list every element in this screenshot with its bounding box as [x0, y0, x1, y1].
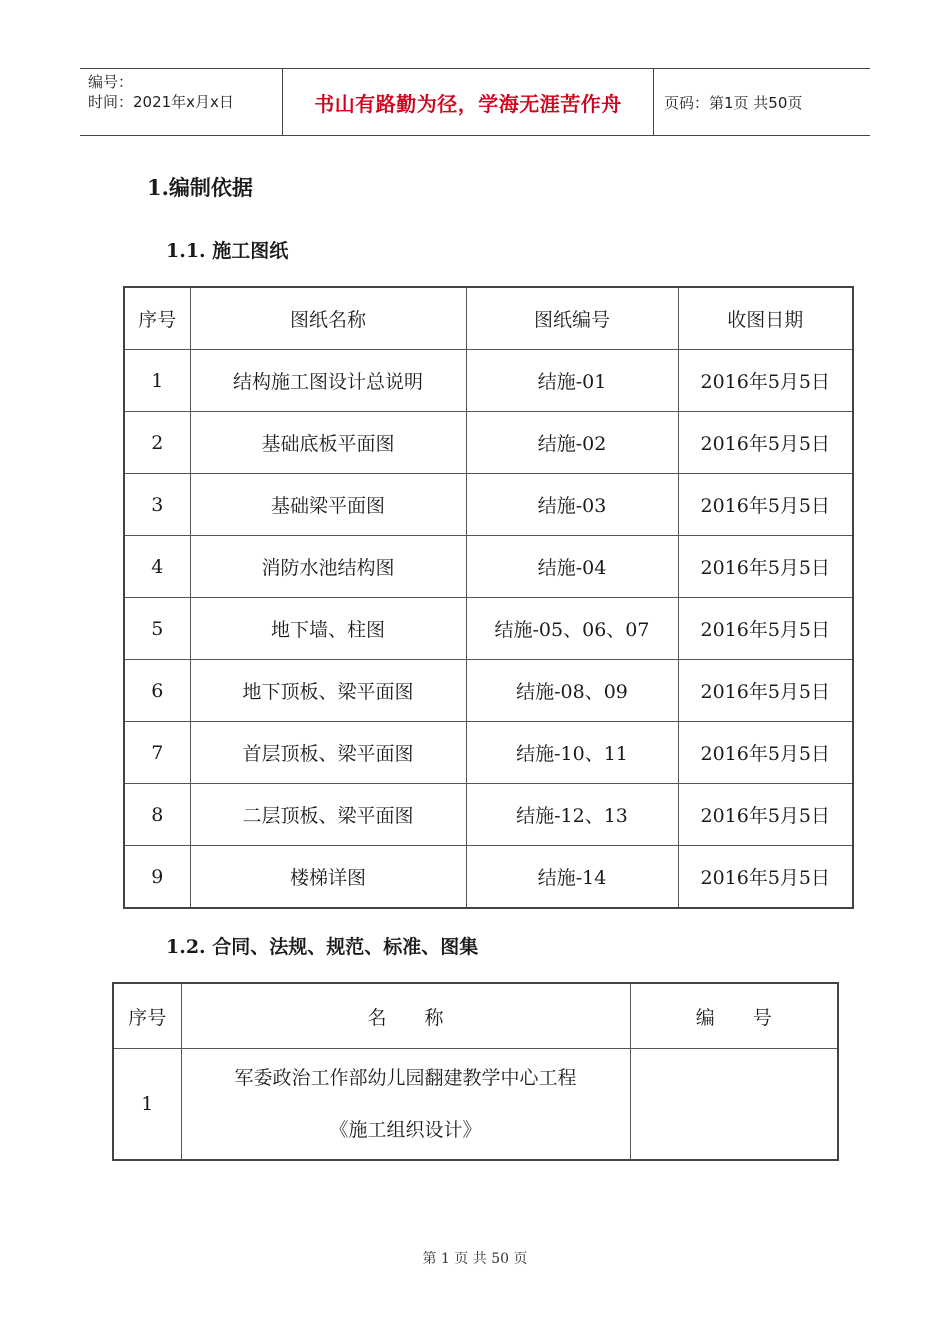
section-1-1-title: 1.1. 施工图纸 — [166, 240, 289, 262]
drawings-table — [123, 286, 854, 909]
cell-date: 2016年5月5日 — [678, 722, 853, 784]
cell-no: 5 — [124, 598, 190, 660]
cell-code: 结施-08、09 — [466, 660, 678, 722]
cell-no: 9 — [124, 846, 190, 909]
cell-no: 1 — [113, 1049, 181, 1161]
cell-name-line-1: 军委政治工作部幼儿园翻建教学中心工程 — [234, 1067, 577, 1089]
table-row — [124, 722, 853, 784]
cell-date: 2016年5月5日 — [678, 350, 853, 412]
cell-name: 地下墙、柱图 — [190, 598, 466, 660]
cell-name: 基础梁平面图 — [190, 474, 466, 536]
cell-code: 结施-14 — [466, 846, 678, 909]
cell-no: 3 — [124, 474, 190, 536]
cell-name: 楼梯详图 — [190, 846, 466, 909]
header-meta — [80, 69, 282, 135]
cell-name: 结构施工图设计总说明 — [190, 350, 466, 412]
cell-name: 基础底板平面图 — [190, 412, 466, 474]
table-row — [124, 350, 853, 412]
table-row — [124, 660, 853, 722]
cell-code: 结施-03 — [466, 474, 678, 536]
cell-code: 结施-01 — [466, 350, 678, 412]
header-page-info: 页码：第1页 共50页 — [664, 93, 803, 112]
table-row — [124, 598, 853, 660]
col-header-code: 编 号 — [630, 983, 838, 1049]
col-header-no: 序号 — [124, 287, 190, 350]
section-1-2-title: 1.2. 合同、法规、规范、标准、图集 — [166, 936, 479, 958]
header-time-label: 时间：2021年x月x日 — [88, 93, 234, 111]
cell-code: 结施-10、11 — [466, 722, 678, 784]
cell-date: 2016年5月5日 — [678, 412, 853, 474]
cell-date: 2016年5月5日 — [678, 660, 853, 722]
cell-no: 2 — [124, 412, 190, 474]
cell-date: 2016年5月5日 — [678, 474, 853, 536]
table-header-row — [124, 287, 853, 350]
cell-name: 地下顶板、梁平面图 — [190, 660, 466, 722]
regulations-table — [112, 982, 839, 1161]
cell-no: 8 — [124, 784, 190, 846]
section-1-title: 1.编制依据 — [147, 175, 253, 200]
page-header — [80, 68, 870, 136]
cell-date: 2016年5月5日 — [678, 598, 853, 660]
cell-no: 6 — [124, 660, 190, 722]
cell-name: 消防水池结构图 — [190, 536, 466, 598]
cell-date: 2016年5月5日 — [678, 536, 853, 598]
col-header-code: 图纸编号 — [466, 287, 678, 350]
page-footer: 第 1 页 共 50 页 — [422, 1251, 528, 1267]
col-header-no: 序号 — [113, 983, 181, 1049]
cell-name: 首层顶板、梁平面图 — [190, 722, 466, 784]
col-header-name: 图纸名称 — [190, 287, 466, 350]
table-header-row — [113, 983, 838, 1049]
cell-name-line-2: 《施工组织设计》 — [329, 1119, 482, 1141]
cell-code: 结施-02 — [466, 412, 678, 474]
table-row — [124, 846, 853, 909]
cell-name: 二层顶板、梁平面图 — [190, 784, 466, 846]
col-header-name: 名 称 — [181, 983, 630, 1049]
header-motto: 书山有路勤为径，学海无涯苦作舟 — [282, 69, 654, 135]
cell-date: 2016年5月5日 — [678, 784, 853, 846]
header-number-label: 编号： — [88, 73, 134, 91]
cell-date: 2016年5月5日 — [678, 846, 853, 909]
cell-no: 4 — [124, 536, 190, 598]
cell-no: 1 — [124, 350, 190, 412]
cell-code — [630, 1049, 838, 1161]
table-row — [124, 412, 853, 474]
cell-code: 结施-12、13 — [466, 784, 678, 846]
cell-name — [181, 1049, 630, 1161]
col-header-date: 收图日期 — [678, 287, 853, 350]
cell-no: 7 — [124, 722, 190, 784]
table-row — [113, 1049, 838, 1161]
cell-code: 结施-05、06、07 — [466, 598, 678, 660]
cell-code: 结施-04 — [466, 536, 678, 598]
table-row — [124, 784, 853, 846]
table-row — [124, 536, 853, 598]
table-row — [124, 474, 853, 536]
